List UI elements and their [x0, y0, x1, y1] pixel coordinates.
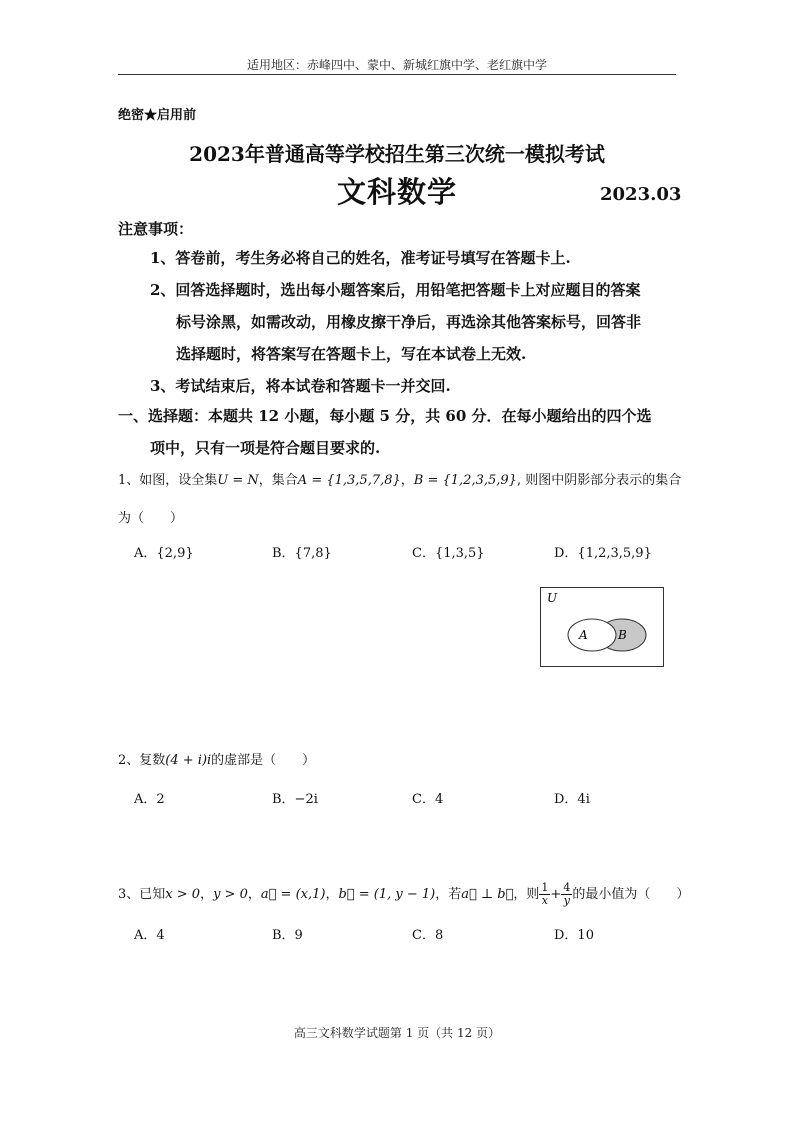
q3-frac2-num: 4	[563, 881, 571, 894]
q3-text: ，	[247, 887, 261, 902]
q3-option-a: A．4	[134, 928, 165, 943]
q2-math: (4 + i)i	[165, 753, 212, 768]
q3-text: ，	[200, 887, 214, 902]
q3-text: 3、已知	[118, 887, 166, 902]
q2-option-b: B．−2i	[272, 792, 318, 807]
q1-option-a: A．{2,9}	[134, 546, 194, 561]
q3-frac1-den: x	[541, 894, 549, 907]
q3-option-b: B．9	[272, 928, 303, 943]
q3-text: 的最小值为（ ）	[572, 887, 690, 902]
q1-math: U = N	[217, 473, 259, 488]
q1-math: B = {1,2,3,5,9}	[413, 473, 517, 488]
q1-text: 1、如图，设全集	[118, 473, 218, 488]
q1-text: , 则图中阴影部分表示的集合	[516, 473, 682, 488]
page-footer: 高三文科数学试题第 1 页（共 12 页）	[293, 1026, 501, 1040]
header-divider	[118, 74, 676, 75]
q1-option-d: D．{1,2,3,5,9}	[554, 546, 652, 561]
venn-set-a	[568, 619, 616, 651]
q3-option-c: C．8	[412, 928, 444, 943]
q2-option-c: C．4	[412, 792, 444, 807]
exam-title: 2023年普通高等学校招生第三次统一模拟考试	[189, 142, 605, 166]
q3-fraction-1	[539, 882, 550, 907]
q1-option-c: C．{1,3,5}	[412, 546, 485, 561]
q3-fraction-2	[561, 882, 572, 907]
question-1-cont: 为（ ）	[118, 511, 184, 526]
venn-label-a: A	[579, 628, 588, 642]
q2-option-d: D．4i	[554, 792, 590, 807]
note-item-3: 3、考试结束后，将本试卷和答题卡一并交回.	[150, 377, 451, 395]
question-1	[118, 472, 681, 490]
question-3	[118, 882, 689, 907]
q3-text: ，若	[435, 887, 462, 902]
subject-title: 文科数学	[336, 175, 457, 209]
q3-math: b⃗ = (1, y − 1)	[338, 887, 436, 902]
q3-math: x > 0	[165, 887, 201, 902]
q3-math: a⃗ ⊥ b⃗	[461, 887, 514, 902]
q1-text: ，	[400, 473, 414, 488]
q1-text: ，集合	[258, 473, 298, 488]
venn-label-b: B	[618, 628, 627, 642]
question-2	[118, 752, 315, 770]
venn-diagram	[540, 587, 664, 667]
exam-date: 2023.03	[600, 184, 682, 205]
secret-label: 绝密★启用前	[118, 108, 197, 123]
venn-label-u: U	[547, 591, 558, 605]
q2-text: 的虚部是（ ）	[211, 753, 316, 768]
q2-option-a: A．2	[134, 792, 165, 807]
q3-plus: +	[550, 887, 562, 902]
q3-text: ，	[325, 887, 339, 902]
q2-text: 2、复数	[118, 753, 166, 768]
q1-math: A = {1,3,5,7,8}	[297, 473, 401, 488]
section-heading: 一、选择题：本题共 12 小题，每小题 5 分，共 60 分．在每小题给出的四个选	[118, 407, 652, 425]
note-item-2-cont-1: 标号涂黑，如需改动，用橡皮擦干净后，再选涂其他答案标号，回答非	[176, 313, 642, 331]
note-item-2-cont-2: 选择题时，将答案写在答题卡上，写在本试卷上无效.	[176, 345, 527, 363]
section-heading-cont: 项中，只有一项是符合题目要求的.	[150, 439, 381, 457]
q3-option-d: D．10	[554, 928, 594, 943]
q3-math: a⃗ = (x,1)	[260, 887, 326, 902]
note-item-2: 2、回答选择题时，选出每小题答案后，用铅笔把答题卡上对应题目的答案	[150, 281, 641, 299]
q3-text: ，则	[513, 887, 540, 902]
header-region: 适用地区：赤峰四中、蒙中、新城红旗中学、老红旗中学	[246, 58, 547, 72]
note-item-1: 1、答卷前，考生务必将自己的姓名，准考证号填写在答题卡上.	[150, 249, 571, 267]
notes-heading: 注意事项：	[118, 220, 194, 238]
q3-frac1-num: 1	[541, 881, 549, 894]
q1-option-b: B．{7,8}	[272, 546, 332, 561]
q3-frac2-den: y	[563, 894, 570, 907]
q3-math: y > 0	[213, 887, 248, 902]
